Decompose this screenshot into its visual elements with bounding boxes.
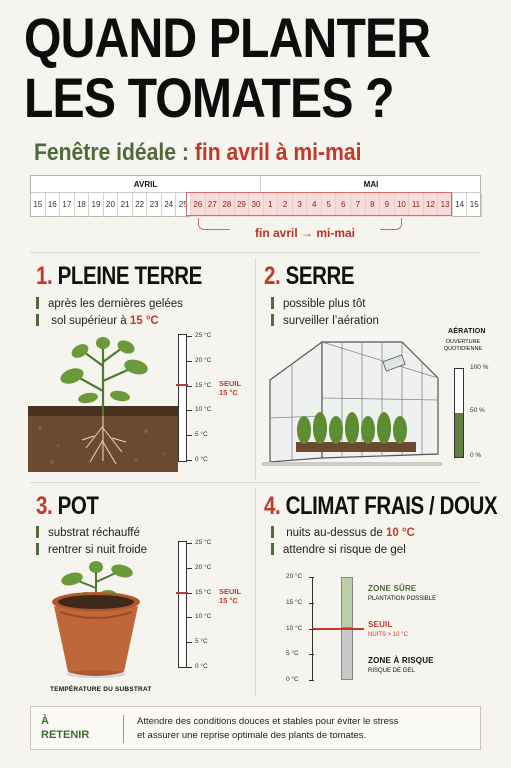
section-2-bullet-2: surveiller l’aération [271, 314, 379, 327]
scale-tick [187, 667, 192, 668]
section-3-bullet-2: rentrer si nuit froide [36, 543, 147, 556]
section-4-bullet-1 [271, 526, 415, 539]
calendar-month-may: MAI [261, 176, 481, 193]
divider [30, 252, 481, 253]
section-2-title [264, 262, 354, 291]
gauge-subtitle [438, 339, 488, 353]
calendar-day: 24 [162, 193, 177, 217]
scale-label: 0 °C [195, 663, 208, 670]
key-takeaway-label-line-2: RETENIR [41, 729, 90, 741]
scale-tick [187, 642, 192, 643]
section-1-title [36, 262, 202, 291]
key-takeaway-line-2: et assurer une reprise optimale des plants de tomates. [137, 730, 367, 741]
section-3-number: 3. [36, 492, 53, 520]
section-4-bullet-2: attendre si risque de gel [271, 543, 406, 556]
calendar-days [31, 193, 482, 217]
threshold-label: SEUIL [219, 587, 242, 596]
scale-label: 5 °C [195, 638, 208, 646]
subtitle-window: fin avril à mi-mai [194, 139, 362, 166]
calendar-day: 23 [147, 193, 162, 217]
substrate-caption: TEMPÉRATURE DU SUBSTRAT [50, 686, 152, 693]
potted-plant-illustration [48, 560, 148, 680]
section-3-threshold [219, 587, 241, 605]
section-1-label: PLEINE TERRE [57, 262, 202, 290]
gauge-title: AÉRATION [448, 328, 486, 335]
page-title-line1: QUAND PLANTER [24, 6, 431, 69]
scale-label: 15 °C [286, 598, 303, 606]
safe-zone-label: ZONE SÛRE [368, 584, 417, 593]
gauge-tick-50: 50 % [470, 407, 485, 414]
aeration-gauge-fill [455, 413, 463, 457]
scale-label: 5 °C [286, 650, 299, 658]
section-4-label: CLIMAT FRAIS / DOUX [285, 492, 498, 520]
scale-tick [187, 336, 192, 337]
calendar-day: 12 [424, 193, 439, 217]
calendar-day: 30 [249, 193, 264, 217]
section-4-bullet-1-text: nuits au-dessus de [286, 527, 386, 539]
calendar [30, 175, 481, 217]
scale-tick [309, 577, 314, 578]
key-takeaway-text [137, 715, 398, 743]
calendar-day: 27 [206, 193, 221, 217]
section-4-number: 4. [264, 492, 281, 520]
calendar-day: 10 [395, 193, 410, 217]
safe-zone-bar [341, 577, 353, 628]
calendar-day: 29 [235, 193, 250, 217]
calendar-day: 9 [380, 193, 395, 217]
subtitle [34, 139, 361, 167]
scale-label: 0 °C [195, 456, 208, 463]
threshold-value: 15 °C [219, 596, 238, 605]
calendar-day: 20 [104, 193, 119, 217]
scale-label: 20 °C [286, 573, 303, 580]
scale-label: 15 °C [195, 588, 212, 596]
key-takeaway-box [30, 706, 481, 750]
calendar-day: 16 [46, 193, 61, 217]
scale-label: 25 °C [195, 332, 212, 339]
divider [255, 488, 256, 696]
scale-tick [309, 654, 314, 655]
key-takeaway-separator [123, 715, 124, 743]
key-takeaway-label-line-1: À [41, 715, 49, 727]
key-takeaway-label [41, 714, 121, 742]
scale-tick [187, 410, 192, 411]
section-3-bullet-1: substrat réchauffé [36, 526, 140, 539]
scale-label: 10 °C [195, 406, 212, 414]
calendar-day: 13 [438, 193, 453, 217]
scale-tick [187, 460, 192, 461]
calendar-day: 22 [133, 193, 148, 217]
scale-tick [309, 603, 314, 604]
calendar-day: 4 [307, 193, 322, 217]
section-1-bullet-2-value: 15 °C [129, 315, 159, 327]
key-takeaway-line-1: Attendre des conditions douces et stables pour éviter le stress [137, 716, 399, 727]
calendar-day: 17 [60, 193, 75, 217]
scale-label: 15 °C [195, 381, 212, 389]
gauge-tick-100: 100 % [470, 364, 489, 371]
calendar-month-april: AVRIL [31, 176, 260, 193]
divider [255, 258, 256, 480]
section-4-title [264, 492, 497, 521]
scale-label: 10 °C [286, 624, 303, 632]
scale-tick [187, 386, 192, 387]
section-2-label: SERRE [285, 262, 355, 290]
threshold-label: SEUIL [368, 620, 393, 629]
section-1-bullet-1: après les dernières gelées [36, 297, 183, 310]
scale-tick [187, 568, 192, 569]
calendar-day: 1 [264, 193, 279, 217]
divider [30, 482, 481, 483]
section-2-number: 2. [264, 262, 281, 290]
gauge-subtitle-line-2: QUOTIDIENNE [443, 346, 483, 352]
calendar-day: 19 [89, 193, 104, 217]
scale-label: 20 °C [195, 563, 212, 571]
scale-tick [187, 593, 192, 594]
section-1-bullet-2 [36, 314, 159, 327]
safe-zone-sub: PLANTATION POSSIBLE [368, 596, 437, 602]
section-2-bullet-1: possible plus tôt [271, 297, 365, 310]
plant-in-soil-illustration [28, 336, 178, 472]
risk-zone-label: ZONE À RISQUE [368, 656, 434, 665]
scale-label: 25 °C [195, 539, 212, 546]
calendar-day: 15 [467, 193, 482, 217]
gauge-tick-0: 0 % [470, 452, 482, 459]
calendar-day: 25 [176, 193, 191, 217]
section-1-number: 1. [36, 262, 53, 290]
calendar-day: 8 [366, 193, 381, 217]
threshold-value: 15 °C [219, 388, 238, 397]
calendar-day: 5 [322, 193, 337, 217]
section-4-bullet-1-value: 10 °C [385, 527, 415, 539]
section-1-threshold [219, 379, 241, 397]
scale-tick [187, 543, 192, 544]
scale-tick [187, 435, 192, 436]
calendar-day: 2 [278, 193, 293, 217]
calendar-day: 6 [336, 193, 351, 217]
threshold-line [312, 628, 364, 630]
scale-label: 0 °C [286, 676, 299, 683]
page-title-line2: LES TOMATES ? [24, 66, 394, 129]
scale-label: 20 °C [195, 356, 212, 364]
scale-label: 10 °C [195, 613, 212, 621]
soil-temperature-gauge [178, 334, 187, 462]
substrate-temperature-gauge [178, 541, 187, 668]
scale-tick [187, 617, 192, 618]
scale-tick [187, 361, 192, 362]
calendar-day: 26 [191, 193, 206, 217]
section-3-label: POT [57, 492, 99, 520]
calendar-day: 21 [118, 193, 133, 217]
section-1-bullet-2-text: sol supérieur à [51, 315, 130, 327]
scale-tick [309, 629, 314, 630]
range-label: fin avril → mi-mai [230, 226, 380, 240]
calendar-day: 18 [75, 193, 90, 217]
calendar-day: 7 [351, 193, 366, 217]
risk-zone-sub: RISQUE DE GEL [368, 668, 415, 674]
section-3-title [36, 492, 98, 521]
threshold-sub: NUITS > 10 °C [368, 632, 408, 638]
gauge-subtitle-line-1: OUVERTURE [445, 339, 481, 345]
calendar-day: 11 [409, 193, 424, 217]
risk-zone-bar [341, 629, 353, 680]
aeration-gauge [454, 368, 464, 458]
greenhouse-illustration [262, 338, 442, 470]
calendar-day: 3 [293, 193, 308, 217]
threshold-label: SEUIL [219, 379, 242, 388]
scale-tick [309, 680, 314, 681]
scale-label: 5 °C [195, 431, 208, 439]
calendar-day: 14 [453, 193, 468, 217]
calendar-day: 28 [220, 193, 235, 217]
calendar-day: 15 [31, 193, 46, 217]
subtitle-prefix: Fenêtre idéale : [34, 139, 195, 166]
